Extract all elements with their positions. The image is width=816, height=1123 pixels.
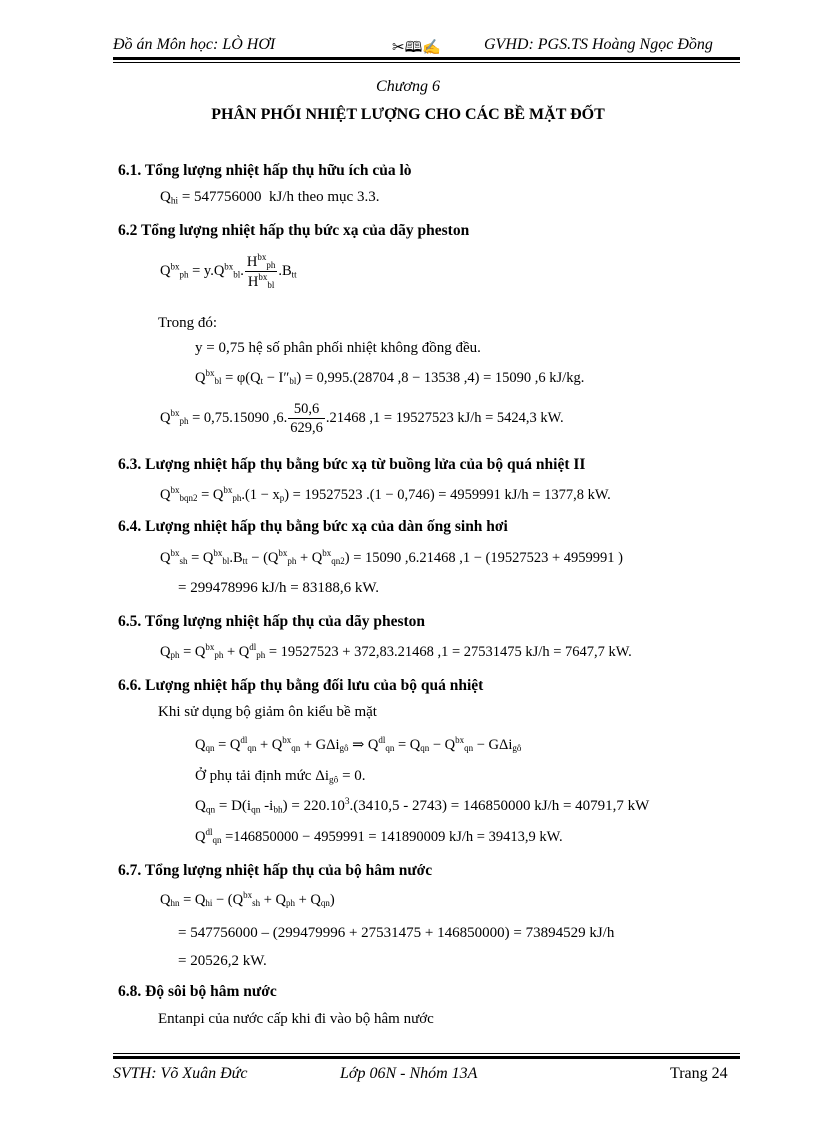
s66-load-note: Ở phụ tải định mức $\Delta i_{gô} = 0$. (195, 768, 366, 786)
s64-equation: $Q^{bx}_{sh} = Q^{bx}_{bl}.B_{tt} - (Q^{bx}_{ph} + Q^{bx}_{qn2}) = 15090$ ,6.21468 ,1 − (19527523 + 4959991 ) (160, 548, 624, 567)
s67-result-kw: = 20526,2 kW. (178, 953, 267, 969)
footer-class: Lớp 06N - Nhóm 13A (340, 1065, 478, 1082)
s67-result: = 547756000 – (299479996 + 27531475 + 146850000) = 73894529 kJ/h (178, 925, 615, 941)
section-6-1-title: 6.1. Tổng lượng nhiệt hấp thụ hữu ích của lò (118, 162, 412, 179)
header-course: Đồ án Môn học: LÒ HƠI (113, 36, 276, 53)
header-icons: ✂🕮✍ (392, 40, 441, 56)
s61-equation: $Q_{hi} = 547756000$ kJ/h theo mục 3.3. (160, 189, 380, 207)
footer-rule (113, 1056, 740, 1059)
s65-equation: $Q_{ph} = Q^{bx}_{ph} + Q^{dl}_{ph} = 19527523 + 372,83.21468$ ,1 = 27531475 kJ/h = 7647,7 kW. (160, 642, 632, 661)
s64-result: = 299478996 kJ/h = 83188,6 kW. (178, 580, 379, 596)
chapter-title: PHÂN PHỐI NHIỆT LƯỢNG CHO CÁC BỀ MẶT ĐỐT (211, 106, 605, 123)
s62-where: Trong đó: (158, 315, 218, 331)
footer-student: SVTH: Võ Xuân Đức (113, 1065, 248, 1082)
section-6-3-title: 6.3. Lượng nhiệt hấp thụ bằng bức xạ từ buồng lửa của bộ quá nhiệt II (118, 456, 586, 473)
section-6-6-title: 6.6. Lượng nhiệt hấp thụ bằng đối lưu của bộ quá nhiệt (118, 677, 484, 694)
s62-qbl-equation: $Q^{bx}_{bl} = \varphi(Q_t - I''_{bl}) = 0,995.(28704$ ,8 − 13538 ,4) = 15090 ,6 kJ/kg. (195, 368, 585, 387)
s63-equation: $Q^{bx}_{bqn2} = Q^{bx}_{ph}.(1 - x_p) = 19527523$ .(1 − 0,746) = 4959991 kJ/h = 1377,8 kW. (160, 485, 611, 504)
header-rule-thin (113, 62, 740, 63)
s66-balance-equation: $Q_{qn} = Q^{dl}_{qn} + Q^{bx}_{qn} + G\Delta i_{gô}$ ⇒ $Q^{dl}_{qn} = Q_{qn} - Q^{bx}_{qn} - G\Delta i_{gô}$ (195, 735, 522, 754)
section-6-2-title: 6.2 Tổng lượng nhiệt hấp thụ bức xạ của dãy pheston (118, 222, 470, 239)
s66-qqn-equation: $Q_{qn} = D(i_{qn}$ $-i_{bh}) = 220.10^3.(3410,5 - 2743) = 146850000$ kJ/h = 40791,7 kW (195, 797, 650, 816)
footer-page-number: Trang 24 (670, 1065, 728, 1082)
s62-y-line: y = 0,75 hệ số phân phối nhiệt không đồng đều. (195, 340, 481, 356)
section-6-4-title: 6.4. Lượng nhiệt hấp thụ bằng bức xạ của dàn ống sinh hơi (118, 518, 508, 535)
s62-qph-equation: $Q^{bx}_{ph} = 0,75.15090$ ,6. $\frac{50,6}{629,6}$ .21468 ,1 = 19527523 kJ/h = 5424,3 kW. (160, 401, 564, 437)
section-6-5-title: 6.5. Tổng lượng nhiệt hấp thụ của dãy pheston (118, 613, 426, 630)
s62-main-formula: $Q^{bx}_{ph} = y.Q^{bx}_{bl}$. $\frac{H^{bx}_{ph}}{H^{bx}_{bl}}$ $.B_{tt}$ (160, 252, 297, 291)
footer-rule-thin (113, 1053, 740, 1054)
section-6-7-title: 6.7. Tổng lượng nhiệt hấp thụ của bộ hâm nước (118, 862, 433, 879)
section-6-8-title: 6.8. Độ sôi bộ hâm nước (118, 983, 277, 1000)
chapter-label: Chương 6 (376, 78, 440, 95)
header-advisor: GVHD: PGS.TS Hoàng Ngọc Đồng (484, 36, 713, 53)
s66-qdl-equation: $Q^{dl}_{qn} =146850000 - 4959991 = 141890009$ kJ/h = 39413,9 kW. (195, 827, 563, 846)
s67-equation: $Q_{hn} = Q_{hi} - (Q^{bx}_{sh} + Q_{ph} + Q_{qn})$ (160, 890, 335, 909)
s66-intro: Khi sử dụng bộ giảm ôn kiểu bề mặt (158, 704, 377, 720)
header-rule (113, 57, 740, 60)
s68-text: Entanpi của nước cấp khi đi vào bộ hâm nước (158, 1011, 434, 1027)
